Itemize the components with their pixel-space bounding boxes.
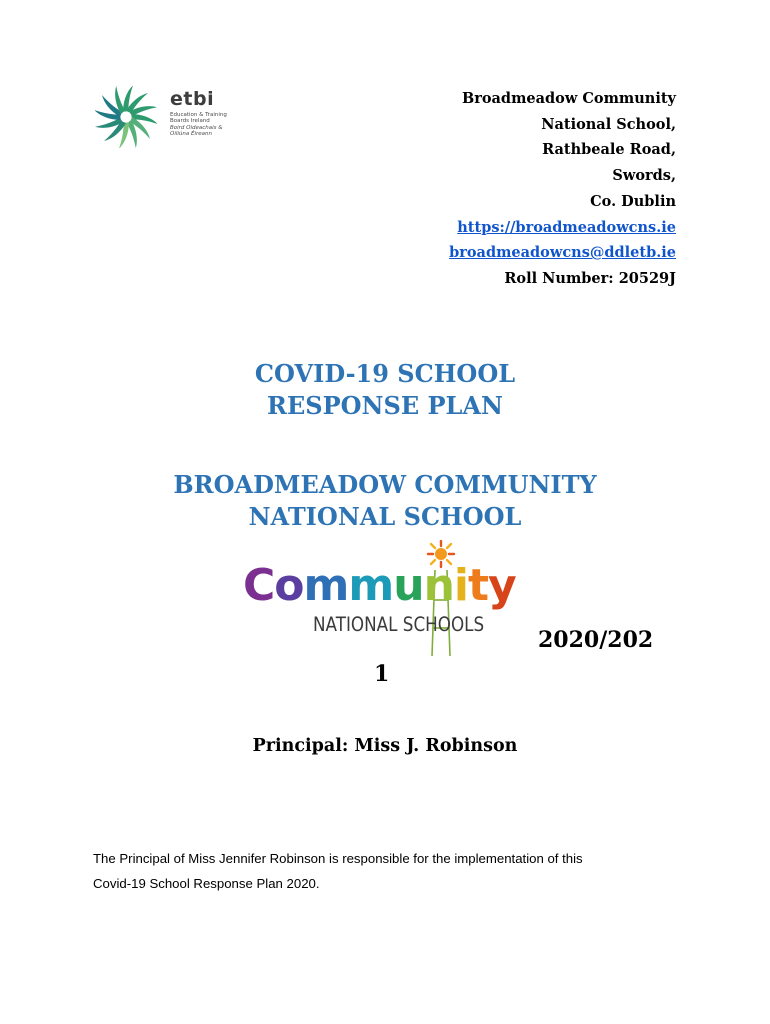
- community-letter: m: [348, 560, 394, 611]
- school-name-line-2: NATIONAL SCHOOL: [248, 502, 522, 531]
- address-line-4: Swords,: [612, 167, 676, 185]
- principal-name: Principal: Miss J. Robinson: [252, 736, 518, 756]
- school-year: 2020/202: [538, 627, 654, 653]
- school-year-continued: 1: [374, 661, 390, 687]
- document-title: [0, 358, 770, 422]
- etbi-subtitle-line: Education & Training: [170, 112, 227, 118]
- community-letter: u: [393, 560, 424, 611]
- address-line-2: National School,: [541, 115, 676, 133]
- school-name-heading: [0, 469, 770, 533]
- address-line-1: Broadmeadow Community: [461, 90, 676, 107]
- responsibility-statement: [93, 846, 693, 896]
- website-link[interactable]: https://broadmeadowcns.ie: [457, 218, 676, 236]
- etbi-logo: [95, 86, 265, 148]
- community-letter: C: [243, 560, 275, 611]
- etbi-subtitle-line: Boird Oideachais &: [170, 124, 223, 131]
- community-letter: o: [274, 560, 304, 611]
- community-letter: i: [453, 560, 468, 611]
- school-address: [449, 86, 676, 292]
- document-title-line-1: COVID-19 SCHOOL: [254, 359, 516, 388]
- community-letter: m: [303, 560, 349, 611]
- community-wordmark: [243, 562, 516, 610]
- address-line-3: Rathbeale Road,: [542, 141, 676, 159]
- address-line-5: Co. Dublin: [590, 192, 676, 210]
- etbi-wordmark: etbi: [170, 88, 215, 110]
- roll-number: Roll Number: 20529J: [504, 269, 676, 287]
- etbi-subtitle-line: Oiliúna Éireann: [170, 131, 212, 138]
- national-schools-wordmark: NATIONAL SCHOOLS: [313, 613, 485, 636]
- etbi-subtitle: [170, 112, 265, 138]
- community-letter: y: [488, 560, 516, 611]
- etbi-swirl-icon: [95, 86, 157, 148]
- body-line-1: The Principal of Miss Jennifer Robinson is responsible for the implementation of this: [93, 851, 583, 866]
- body-line-2: Covid-19 School Response Plan 2020.: [93, 876, 320, 891]
- community-letter: n: [423, 560, 454, 611]
- etbi-subtitle-line: Boards Ireland: [170, 118, 210, 125]
- email-link[interactable]: broadmeadowcns@ddletb.ie: [449, 244, 676, 262]
- document-title-line-2: RESPONSE PLAN: [267, 391, 503, 420]
- community-national-schools-logo: [243, 540, 528, 658]
- community-letter: t: [468, 560, 489, 611]
- school-name-line-1: BROADMEADOW COMMUNITY: [173, 470, 597, 499]
